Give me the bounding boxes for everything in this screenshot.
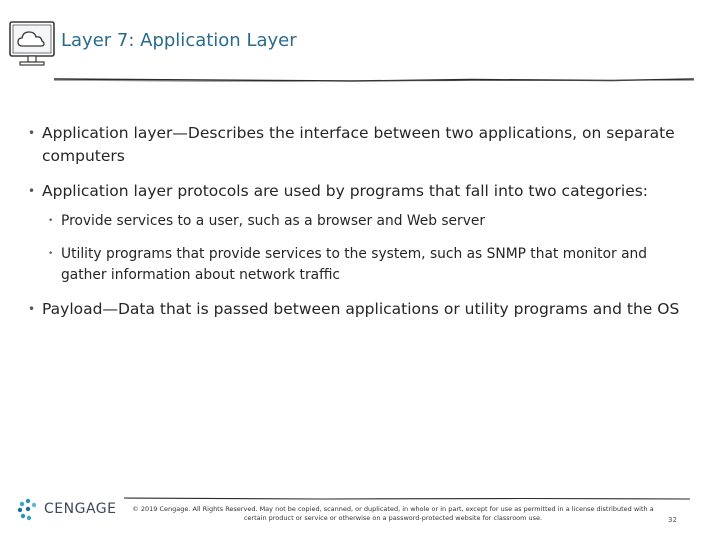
bullet-text: Application layer—Describes the interface between two applications, on separate computers — [42, 124, 675, 165]
sub-bullet-user-services — [48, 211, 692, 232]
bullet-protocols — [28, 180, 692, 203]
slide-content — [28, 122, 692, 329]
sub-bullet-text: Utility programs that provide services to the system, such as SNMP that monitor and gather information about network traffic — [61, 246, 648, 283]
sub-bullet-list — [28, 211, 692, 286]
page-number: 32 — [668, 516, 677, 524]
bullet-payload — [28, 298, 692, 321]
bullet-application-layer — [28, 122, 692, 168]
bullet-dot: • — [28, 302, 36, 316]
cengage-logo-icon — [16, 497, 40, 521]
bullet-dot: • — [28, 126, 36, 140]
cengage-logo — [16, 497, 116, 521]
bullet-text: Application layer protocols are used by programs that fall into two categories: — [42, 182, 649, 200]
sub-bullet-text: Provide services to a user, such as a browser and Web server — [61, 213, 486, 229]
bullet-dot: • — [28, 184, 36, 198]
sub-bullet-utility-programs — [48, 244, 692, 286]
cengage-logo-text: CENGAGE — [44, 501, 117, 517]
sub-bullet-dot: • — [48, 249, 54, 259]
copyright-notice: © 2019 Cengage. All Rights Reserved. May not be copied, scanned, or duplicated, in whole or in part, except for use as permitted in a license distributed with a certain product or service or otherwise on a password-protected website for classroom use. — [132, 505, 654, 522]
sub-bullet-dot: • — [48, 216, 54, 226]
slide-title: Layer 7: Application Layer — [61, 30, 297, 51]
cloud-monitor-icon — [8, 20, 58, 72]
title-divider — [52, 70, 696, 80]
bullet-text: Payload—Data that is passed between applications or utility programs and the OS — [42, 300, 680, 318]
footer-divider — [122, 488, 692, 496]
